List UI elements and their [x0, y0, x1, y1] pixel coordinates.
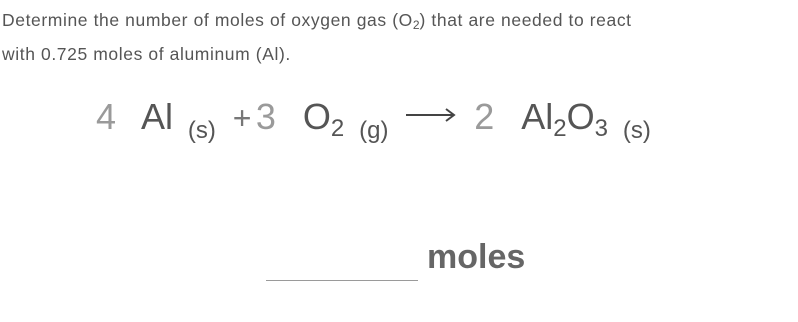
- chemical-equation: [96, 96, 651, 156]
- species-al2o3: [521, 96, 608, 143]
- coefficient-al: 4: [96, 96, 117, 137]
- units-label: moles: [427, 238, 526, 276]
- coefficient-o2: 3: [255, 96, 276, 137]
- state-product: (s): [622, 117, 651, 144]
- species-o2: [303, 96, 344, 143]
- product-o: O: [566, 96, 595, 137]
- plus-sign: +: [232, 100, 252, 136]
- question-text: [2, 6, 792, 69]
- product-al-subscript: 2: [553, 115, 567, 142]
- question-o2-subscript: 2: [412, 18, 420, 32]
- coefficient-product: 2: [474, 96, 495, 137]
- question-line2: with 0.725 moles of aluminum (Al).: [2, 44, 291, 64]
- question-part1: Determine the number of moles of oxygen gas (O: [2, 10, 413, 30]
- product-al: Al: [521, 96, 554, 137]
- state-o2: (g): [359, 117, 389, 144]
- species-al: Al: [140, 96, 173, 137]
- reaction-arrow-icon: [405, 105, 457, 125]
- question-part2: ) that are needed to react: [419, 10, 632, 30]
- product-o-subscript: 3: [594, 115, 608, 142]
- o2-symbol: O: [302, 96, 331, 137]
- moles-answer-input[interactable]: [266, 258, 418, 281]
- state-al: (s): [187, 117, 216, 144]
- o2-subscript: 2: [330, 115, 345, 142]
